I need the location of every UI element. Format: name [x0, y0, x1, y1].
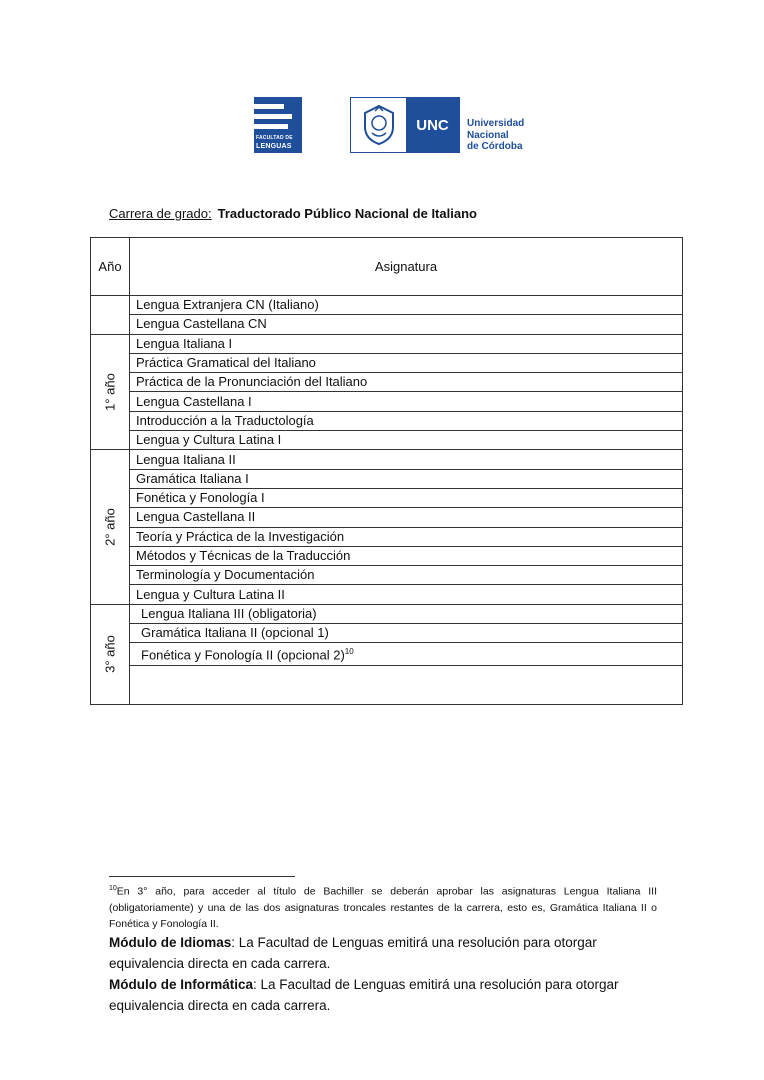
module-title: Módulo de Informática	[109, 977, 254, 992]
module-languages	[109, 932, 669, 974]
subject-cell: Fonética y Fonología I	[130, 488, 683, 507]
footnote-number: 10	[109, 885, 117, 892]
table-row	[91, 527, 683, 546]
table-row	[91, 566, 683, 585]
table-row	[91, 296, 683, 315]
subject-cell: Fonética y Fonología II (opcional 2)$^{10}$	[130, 643, 683, 665]
module-text: : La Facultad de Lenguas emitirá una resolución para otorgar equivalencia directa en cada carrera.	[109, 935, 597, 971]
subject-cell: Lengua y Cultura Latina I	[130, 431, 683, 450]
table-row	[91, 624, 683, 643]
career-name: Traductorado Público Nacional de Italiano	[217, 206, 477, 221]
table-row-empty	[91, 665, 683, 704]
subject-cell: Lengua Castellana CN	[130, 315, 683, 334]
career-heading	[109, 206, 477, 221]
table-row	[91, 411, 683, 430]
empty-cell	[130, 665, 683, 704]
table-row	[91, 353, 683, 372]
year-label-second: 2° año	[102, 508, 118, 546]
subjects-table	[90, 237, 683, 705]
faculty-of-languages-logo	[254, 97, 302, 153]
faculty-logo-text-2: LENGUAS	[256, 143, 292, 150]
year-header: Año	[91, 238, 130, 296]
table-row	[91, 450, 683, 469]
unc-logo	[350, 97, 460, 153]
table-row	[91, 488, 683, 507]
subject-cell: Gramática Italiana I	[130, 469, 683, 488]
subject-cell: Práctica de la Pronunciación del Italiano	[130, 373, 683, 392]
subject-cell: Lengua Italiana III (obligatoria)	[130, 604, 683, 623]
faculty-logo-text: FACULTAD DE	[256, 135, 293, 141]
career-label: Carrera de grado:	[109, 206, 212, 221]
subject-cell: Terminología y Documentación	[130, 566, 683, 585]
table-row	[91, 546, 683, 565]
year-cell-third	[91, 604, 130, 704]
table-row	[91, 373, 683, 392]
footnote-separator	[109, 876, 295, 877]
module-informatics	[109, 974, 669, 1016]
footnote-reference: 10	[344, 647, 354, 657]
subject-cell: Introducción a la Traductología	[130, 411, 683, 430]
university-name: Universidad Nacional de Córdoba	[467, 118, 525, 152]
year-label-first: 1° año	[102, 373, 118, 411]
subject-cell: Lengua Extranjera CN (Italiano)	[130, 296, 683, 315]
table-row	[91, 315, 683, 334]
subject-cell: Lengua Italiana II	[130, 450, 683, 469]
unc-seal-icon	[351, 98, 406, 152]
unc-abbreviation: UNC	[406, 98, 459, 152]
table-row	[91, 643, 683, 665]
footnote	[109, 881, 657, 932]
table-row	[91, 334, 683, 353]
subject-cell: Teoría y Práctica de la Investigación	[130, 527, 683, 546]
table-row	[91, 585, 683, 604]
module-text: : La Facultad de Lenguas emitirá una resolución para otorgar equivalencia directa en cada carrera.	[109, 977, 619, 1013]
subject-header: Asignatura	[130, 238, 683, 296]
table-row	[91, 469, 683, 488]
subject-cell: Lengua Castellana II	[130, 508, 683, 527]
year-cell-second	[91, 450, 130, 604]
subject-cell: Lengua Italiana I	[130, 334, 683, 353]
year-cell-first	[91, 334, 130, 450]
subject-cell: Gramática Italiana II (opcional 1)	[130, 624, 683, 643]
year-label-third: 3° año	[102, 635, 118, 674]
subject-cell: Métodos y Técnicas de la Traducción	[130, 546, 683, 565]
year-cell-ingreso	[91, 296, 130, 335]
table-row	[91, 392, 683, 411]
subject-cell: Práctica Gramatical del Italiano	[130, 353, 683, 372]
footnote-text: En 3° año, para acceder al título de Bachiller se deberán aprobar las asignaturas Lengua Italiana III (obligatoriamente) y una de las dos asignaturas troncales restantes de la carrera, esto es, Gramática Italiana II o Fonética y Fonología II.	[109, 885, 657, 930]
subject-cell: Lengua Castellana I	[130, 392, 683, 411]
table-row	[91, 604, 683, 623]
table-header-row	[91, 238, 683, 296]
table-row	[91, 431, 683, 450]
table-row	[91, 508, 683, 527]
module-title: Módulo de Idiomas	[109, 935, 232, 950]
subject-cell: Lengua y Cultura Latina II	[130, 585, 683, 604]
